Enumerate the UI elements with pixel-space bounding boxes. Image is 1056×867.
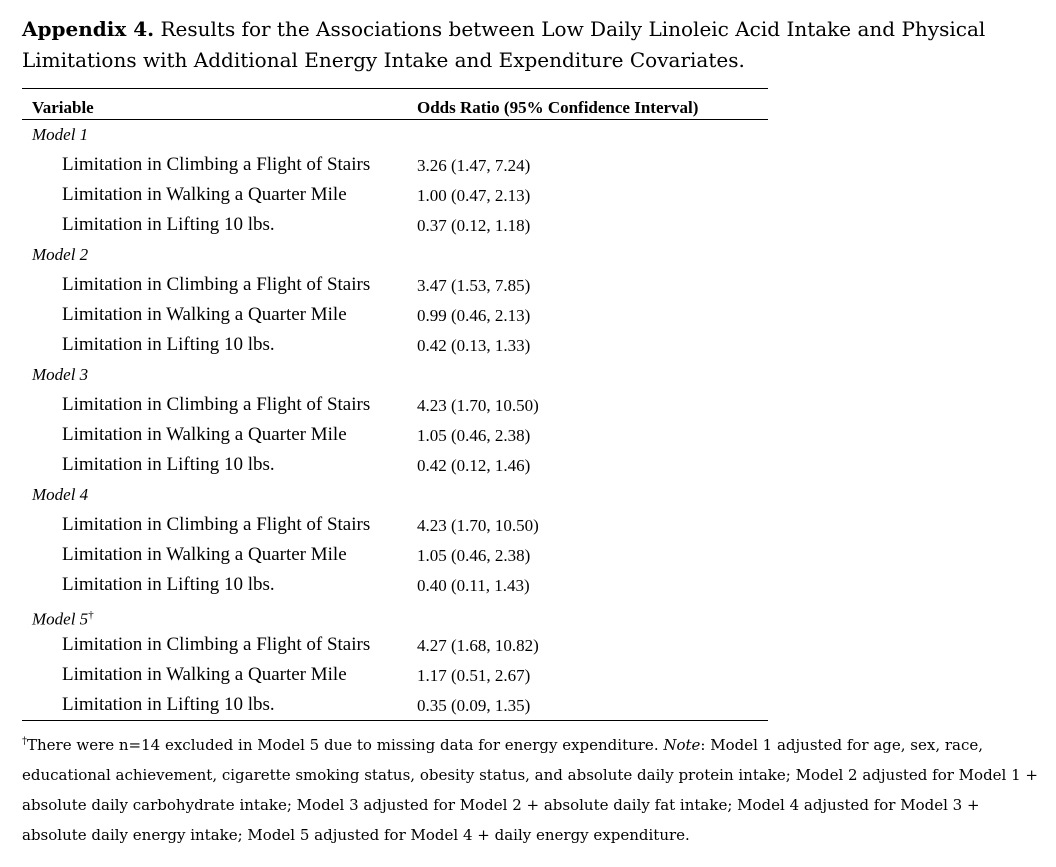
row-label: Limitation in Climbing a Flight of Stairs	[62, 394, 371, 415]
table-row	[22, 390, 768, 420]
table-row	[22, 660, 768, 690]
row-label: Limitation in Lifting 10 lbs.	[62, 334, 275, 355]
footnote-text: There were n=14 excluded in Model 5 due to missing data for energy expenditure.	[27, 736, 664, 754]
table-row	[22, 450, 768, 480]
table-row	[22, 270, 768, 300]
dagger-mark: †	[22, 736, 27, 747]
table-row	[22, 210, 768, 240]
odds-ratio-value: 1.17 (0.51, 2.67)	[417, 666, 531, 685]
row-label: Limitation in Climbing a Flight of Stairs	[62, 634, 371, 655]
caption-text: Results for the Associations between Low Daily Linoleic Acid Intake and Physical Limitations with Additional Energy Intake and Expenditure Covariates.	[22, 17, 986, 72]
table-row	[22, 540, 768, 570]
table-header	[22, 89, 768, 120]
table-row	[22, 630, 768, 660]
odds-ratio-value: 4.23 (1.70, 10.50)	[417, 516, 539, 535]
odds-ratio-value: 4.27 (1.68, 10.82)	[417, 636, 539, 655]
model-heading	[22, 600, 768, 630]
row-label: Limitation in Lifting 10 lbs.	[62, 694, 275, 715]
model-group	[22, 480, 768, 600]
row-label: Limitation in Lifting 10 lbs.	[62, 454, 275, 475]
row-label: Limitation in Lifting 10 lbs.	[62, 574, 275, 595]
table-row	[22, 690, 768, 721]
odds-ratio-value: 1.05 (0.46, 2.38)	[417, 426, 531, 445]
header-variable: Variable	[32, 98, 94, 117]
table-row	[22, 330, 768, 360]
table-caption	[22, 14, 1046, 76]
model-group	[22, 600, 768, 721]
row-label: Limitation in Climbing a Flight of Stairs	[62, 274, 371, 295]
table-row	[22, 570, 768, 600]
model-name: Model 5	[32, 609, 89, 629]
note-text: : Model 1 adjusted for age, sex, race, educational achievement, cigarette smoking status, obesity status, and absolute daily protein intake; Model 2 adjusted for Model 1 + absolute daily carbohydrate intake; Model 3 adjusted for Model 2 + absolute daily fat intake; Model 4 adjusted for Model 3 + absolute daily energy intake; Model 5 adjusted for Model 4 + daily energy expenditure.	[22, 736, 1039, 844]
table-row	[22, 180, 768, 210]
odds-ratio-value: 1.00 (0.47, 2.13)	[417, 186, 531, 205]
model-group	[22, 240, 768, 360]
row-label: Limitation in Climbing a Flight of Stairs	[62, 514, 371, 535]
model-heading	[22, 480, 768, 510]
table-footnote	[22, 727, 1046, 850]
model-group	[22, 360, 768, 480]
odds-ratio-value: 0.42 (0.12, 1.46)	[417, 456, 531, 475]
row-label: Limitation in Walking a Quarter Mile	[62, 424, 347, 445]
note-label: Note	[663, 736, 701, 754]
odds-ratio-value: 4.23 (1.70, 10.50)	[417, 396, 539, 415]
odds-ratio-value: 0.40 (0.11, 1.43)	[417, 576, 530, 595]
row-label: Limitation in Climbing a Flight of Stairs	[62, 154, 371, 175]
model-heading	[22, 360, 768, 390]
table-row	[22, 420, 768, 450]
results-table	[22, 88, 768, 721]
model-name: Model 2	[32, 245, 89, 264]
table-row	[22, 150, 768, 180]
table-row	[22, 300, 768, 330]
row-label: Limitation in Walking a Quarter Mile	[62, 664, 347, 685]
odds-ratio-value: 0.42 (0.13, 1.33)	[417, 336, 531, 355]
model-heading	[22, 240, 768, 270]
table-body	[22, 120, 768, 721]
header-odds-ratio: Odds Ratio (95% Confidence Interval)	[417, 98, 699, 117]
row-label: Limitation in Walking a Quarter Mile	[62, 544, 347, 565]
row-label: Limitation in Walking a Quarter Mile	[62, 304, 347, 325]
model-dagger-mark: †	[88, 609, 94, 621]
caption-label: Appendix 4.	[22, 17, 155, 41]
odds-ratio-value: 1.05 (0.46, 2.38)	[417, 546, 531, 565]
odds-ratio-value: 0.99 (0.46, 2.13)	[417, 306, 531, 325]
model-group	[22, 120, 768, 240]
row-label: Limitation in Walking a Quarter Mile	[62, 184, 347, 205]
model-name: Model 3	[32, 365, 89, 384]
table-row	[22, 510, 768, 540]
odds-ratio-value: 0.35 (0.09, 1.35)	[417, 696, 531, 715]
odds-ratio-value: 3.47 (1.53, 7.85)	[417, 276, 531, 295]
model-heading	[22, 120, 768, 150]
row-label: Limitation in Lifting 10 lbs.	[62, 214, 275, 235]
model-name: Model 4	[32, 485, 89, 504]
model-name: Model 1	[32, 125, 89, 144]
odds-ratio-value: 3.26 (1.47, 7.24)	[417, 156, 531, 175]
odds-ratio-value: 0.37 (0.12, 1.18)	[417, 216, 531, 235]
